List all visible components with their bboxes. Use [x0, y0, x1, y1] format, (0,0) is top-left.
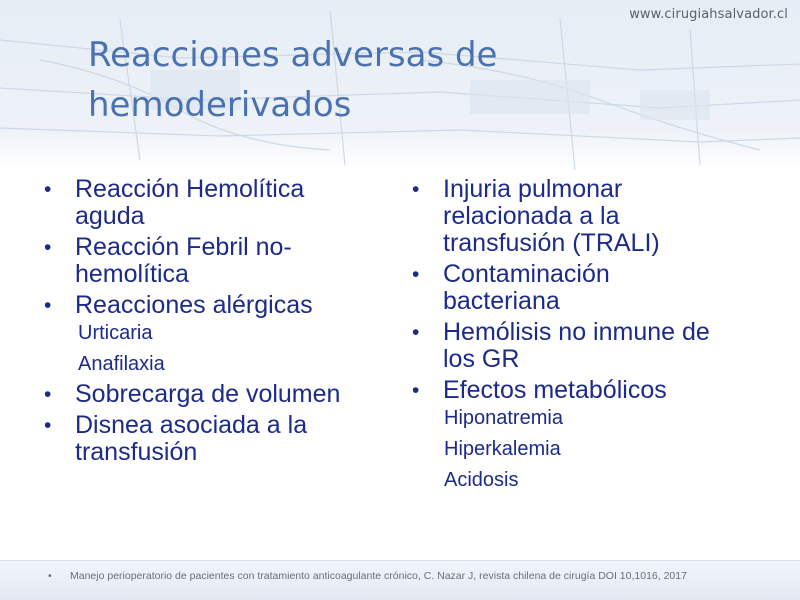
- list-item: [412, 176, 792, 257]
- list-item-text: Disnea asociada a la transfusión: [75, 411, 308, 466]
- sub-item: Acidosis: [444, 469, 519, 491]
- sub-item: Anafilaxia: [78, 353, 165, 375]
- bullet-icon: •: [412, 321, 420, 344]
- list-item: [44, 412, 404, 466]
- title-line-2: hemoderivados: [88, 85, 352, 125]
- list-item-text: Reacciones alérgicas: [75, 291, 313, 319]
- list-item: [412, 377, 792, 404]
- right-bullet-column: [412, 176, 792, 497]
- bullet-icon: •: [48, 570, 52, 582]
- bullet-icon: •: [44, 178, 52, 201]
- list-item: [412, 261, 792, 315]
- list-item-text: Hemólisis no inmune de los GR: [443, 318, 710, 373]
- bullet-icon: •: [412, 379, 420, 402]
- list-item: [412, 319, 792, 373]
- left-bullet-column: [44, 176, 404, 470]
- bullet-icon: •: [44, 414, 52, 437]
- slide-title: [88, 30, 688, 130]
- list-item-text: Reacción Febril no-hemolítica: [75, 233, 292, 288]
- website-url: www.cirugiahsalvador.cl: [629, 7, 788, 22]
- footnote: [48, 570, 687, 582]
- bullet-icon: •: [412, 263, 420, 286]
- bullet-icon: •: [44, 383, 52, 406]
- list-item: [44, 381, 404, 408]
- sub-item: Urticaria: [78, 322, 153, 344]
- list-item: [44, 234, 404, 288]
- list-item-text: Contaminación bacteriana: [443, 260, 610, 315]
- bullet-icon: •: [412, 178, 420, 201]
- list-item-text: Efectos metabólicos: [443, 376, 667, 404]
- list-item-text: Sobrecarga de volumen: [75, 380, 341, 408]
- citation-text: Manejo perioperatorio de pacientes con tratamiento anticoagulante crónico, C. Nazar J, revista chilena de cirugía DOI 10,1016, 2017: [70, 570, 687, 582]
- list-item: [44, 292, 404, 319]
- bullet-icon: •: [44, 294, 52, 317]
- sub-item: Hiperkalemia: [444, 438, 561, 460]
- list-item: [44, 176, 404, 230]
- sub-item: Hiponatremia: [444, 407, 563, 429]
- title-line-1: Reacciones adversas de: [88, 35, 498, 75]
- list-item-text: Reacción Hemolítica aguda: [75, 175, 305, 230]
- bullet-icon: •: [44, 236, 52, 259]
- list-item-text: Injuria pulmonar relacionada a la transfusión (TRALI): [443, 175, 660, 257]
